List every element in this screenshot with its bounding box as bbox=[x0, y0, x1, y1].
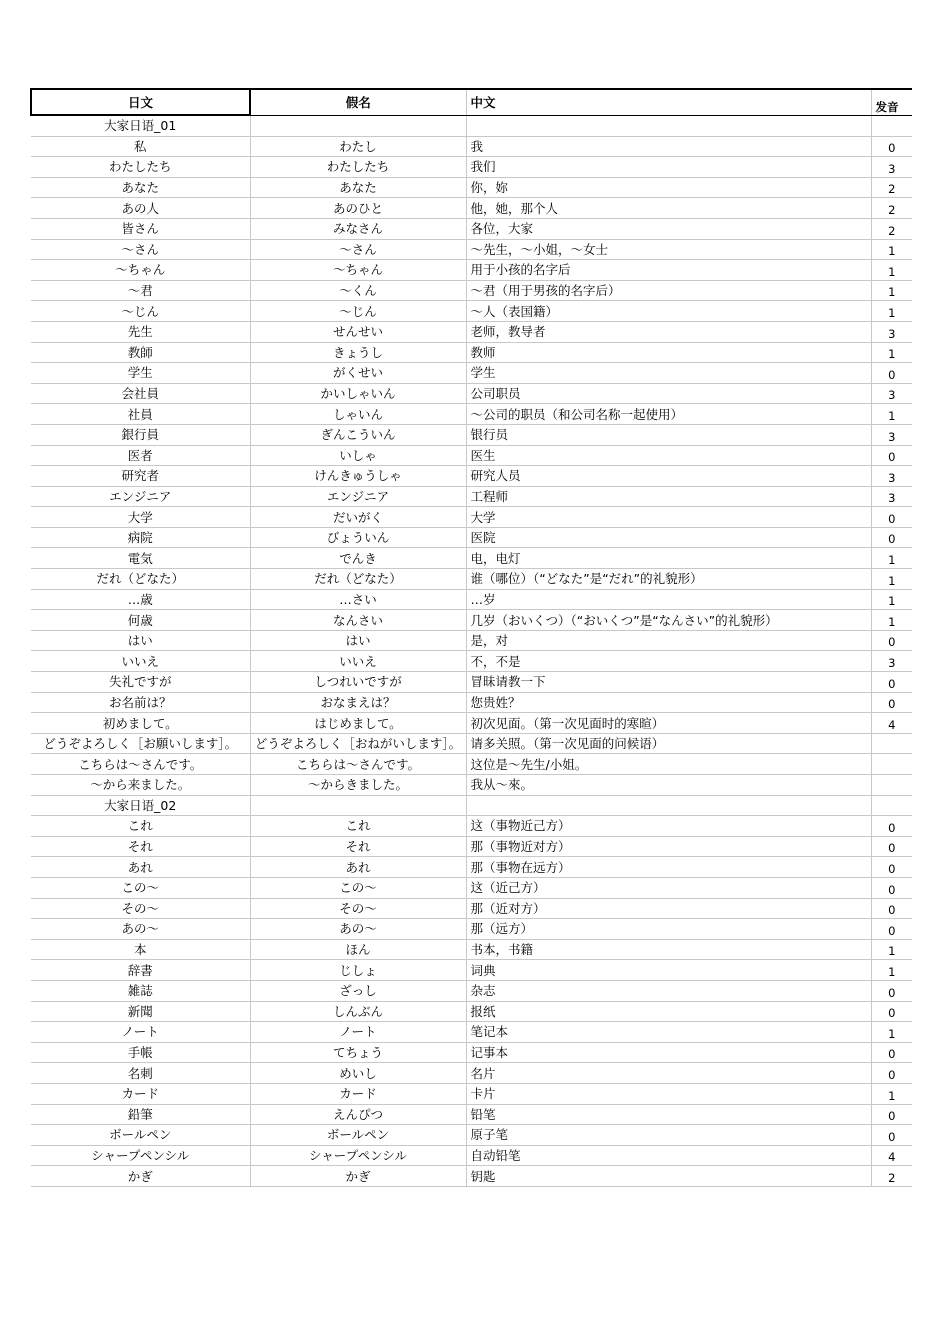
chinese-cell: 电，电灯 bbox=[466, 548, 871, 569]
chinese-cell: 书本，书籍 bbox=[466, 939, 871, 960]
japanese-cell: ～から来ました。 bbox=[31, 775, 250, 796]
chinese-cell: …岁 bbox=[466, 589, 871, 610]
chinese-cell: ～先生，～小姐，～女士 bbox=[466, 239, 871, 260]
pronunciation-cell: 3 bbox=[871, 157, 912, 178]
japanese-cell: 本 bbox=[31, 939, 250, 960]
pronunciation-cell: 2 bbox=[871, 218, 912, 239]
kana-cell: こちらは～さんです。 bbox=[250, 754, 466, 775]
kana-cell: わたしたち bbox=[250, 157, 466, 178]
table-row bbox=[31, 1063, 912, 1084]
japanese-cell: 大学 bbox=[31, 507, 250, 528]
chinese-cell: 那（远方） bbox=[466, 919, 871, 940]
chinese-cell: 笔记本 bbox=[466, 1022, 871, 1043]
kana-cell: みなさん bbox=[250, 218, 466, 239]
pronunciation-cell: 0 bbox=[871, 1063, 912, 1084]
kana-cell: だいがく bbox=[250, 507, 466, 528]
chinese-cell: 铅笔 bbox=[466, 1104, 871, 1125]
chinese-cell: 初次见面。（第一次见面时的寒暄） bbox=[466, 713, 871, 734]
table-row bbox=[31, 610, 912, 631]
chinese-cell: 是，对 bbox=[466, 630, 871, 651]
pronunciation-cell bbox=[871, 115, 912, 136]
header-kana: 假名 bbox=[250, 89, 466, 115]
japanese-cell: ボールペン bbox=[31, 1125, 250, 1146]
chinese-cell: 那（事物在远方） bbox=[466, 857, 871, 878]
chinese-cell: 冒昧请教一下 bbox=[466, 672, 871, 693]
chinese-cell: 医院 bbox=[466, 527, 871, 548]
japanese-cell: 医者 bbox=[31, 445, 250, 466]
pronunciation-cell: 0 bbox=[871, 1104, 912, 1125]
kana-cell: しつれいですが bbox=[250, 672, 466, 693]
chinese-cell: 卡片 bbox=[466, 1083, 871, 1104]
table-row bbox=[31, 857, 912, 878]
kana-cell: ノート bbox=[250, 1022, 466, 1043]
japanese-cell: どうぞよろしく［お願いします］。 bbox=[31, 733, 250, 754]
table-row bbox=[31, 527, 912, 548]
pronunciation-cell: 1 bbox=[871, 589, 912, 610]
pronunciation-cell bbox=[871, 733, 912, 754]
japanese-cell: はい bbox=[31, 630, 250, 651]
pronunciation-cell: 0 bbox=[871, 527, 912, 548]
table-row bbox=[31, 424, 912, 445]
header-japanese: 日文 bbox=[31, 89, 250, 115]
table-row bbox=[31, 301, 912, 322]
chinese-cell: 学生 bbox=[466, 363, 871, 384]
kana-cell: シャープペンシル bbox=[250, 1145, 466, 1166]
japanese-cell: だれ（どなた） bbox=[31, 569, 250, 590]
japanese-cell: ノート bbox=[31, 1022, 250, 1043]
japanese-cell: 大家日语_01 bbox=[31, 115, 250, 136]
pronunciation-cell: 0 bbox=[871, 857, 912, 878]
kana-cell: てちょう bbox=[250, 1042, 466, 1063]
chinese-cell: 医生 bbox=[466, 445, 871, 466]
table-row bbox=[31, 939, 912, 960]
table-row bbox=[31, 877, 912, 898]
table-row bbox=[31, 486, 912, 507]
chinese-cell: 词典 bbox=[466, 960, 871, 981]
japanese-cell: 先生 bbox=[31, 321, 250, 342]
pronunciation-cell: 1 bbox=[871, 280, 912, 301]
chinese-cell bbox=[466, 115, 871, 136]
table-row bbox=[31, 548, 912, 569]
table-row bbox=[31, 363, 912, 384]
chinese-cell: 您贵姓？ bbox=[466, 692, 871, 713]
japanese-cell: …歳 bbox=[31, 589, 250, 610]
chinese-cell: 银行员 bbox=[466, 424, 871, 445]
japanese-cell: 研究者 bbox=[31, 466, 250, 487]
pronunciation-cell: 1 bbox=[871, 960, 912, 981]
table-row bbox=[31, 260, 912, 281]
table-row bbox=[31, 692, 912, 713]
table-row bbox=[31, 569, 912, 590]
kana-cell: だれ（どなた） bbox=[250, 569, 466, 590]
kana-cell: ～からきました。 bbox=[250, 775, 466, 796]
japanese-cell: この～ bbox=[31, 877, 250, 898]
kana-cell: えんぴつ bbox=[250, 1104, 466, 1125]
chinese-cell: 工程师 bbox=[466, 486, 871, 507]
table-row bbox=[31, 713, 912, 734]
chinese-cell: 那（近对方） bbox=[466, 898, 871, 919]
table-row bbox=[31, 239, 912, 260]
table-row bbox=[31, 816, 912, 837]
chinese-cell bbox=[466, 795, 871, 816]
chinese-cell: ～公司的职员（和公司名称一起使用） bbox=[466, 404, 871, 425]
kana-cell: めいし bbox=[250, 1063, 466, 1084]
japanese-cell: ～じん bbox=[31, 301, 250, 322]
section-row bbox=[31, 795, 912, 816]
kana-cell: かぎ bbox=[250, 1166, 466, 1187]
japanese-cell: 学生 bbox=[31, 363, 250, 384]
chinese-cell: 那（事物近对方） bbox=[466, 836, 871, 857]
header-chinese: 中文 bbox=[466, 89, 871, 115]
pronunciation-cell: 0 bbox=[871, 836, 912, 857]
pronunciation-cell: 1 bbox=[871, 404, 912, 425]
japanese-cell: あの～ bbox=[31, 919, 250, 940]
pronunciation-cell: 1 bbox=[871, 548, 912, 569]
chinese-cell: 教师 bbox=[466, 342, 871, 363]
pronunciation-cell: 0 bbox=[871, 507, 912, 528]
table-row bbox=[31, 157, 912, 178]
pronunciation-cell: 0 bbox=[871, 877, 912, 898]
kana-cell: あれ bbox=[250, 857, 466, 878]
japanese-cell: 皆さん bbox=[31, 218, 250, 239]
header-row bbox=[31, 89, 912, 115]
kana-cell: あのひと bbox=[250, 198, 466, 219]
chinese-cell: 老师，教导者 bbox=[466, 321, 871, 342]
table-row bbox=[31, 754, 912, 775]
kana-cell: いしゃ bbox=[250, 445, 466, 466]
pronunciation-cell: 1 bbox=[871, 610, 912, 631]
chinese-cell: 杂志 bbox=[466, 980, 871, 1001]
chinese-cell: 我 bbox=[466, 136, 871, 157]
japanese-cell: ～さん bbox=[31, 239, 250, 260]
kana-cell: わたし bbox=[250, 136, 466, 157]
pronunciation-cell: 2 bbox=[871, 1166, 912, 1187]
kana-cell: あなた bbox=[250, 177, 466, 198]
table-row bbox=[31, 898, 912, 919]
table-row bbox=[31, 960, 912, 981]
kana-cell: これ bbox=[250, 816, 466, 837]
kana-cell: この～ bbox=[250, 877, 466, 898]
chinese-cell: ～君（用于男孩的名字后） bbox=[466, 280, 871, 301]
chinese-cell: 公司职员 bbox=[466, 383, 871, 404]
chinese-cell: 钥匙 bbox=[466, 1166, 871, 1187]
japanese-cell: シャープペンシル bbox=[31, 1145, 250, 1166]
japanese-cell: 雑誌 bbox=[31, 980, 250, 1001]
pronunciation-cell: 0 bbox=[871, 672, 912, 693]
pronunciation-cell bbox=[871, 775, 912, 796]
pronunciation-cell: 3 bbox=[871, 466, 912, 487]
japanese-cell: 大家日语_02 bbox=[31, 795, 250, 816]
kana-cell: カード bbox=[250, 1083, 466, 1104]
kana-cell: じしょ bbox=[250, 960, 466, 981]
pronunciation-cell bbox=[871, 754, 912, 775]
table-row bbox=[31, 1104, 912, 1125]
japanese-cell: 新聞 bbox=[31, 1001, 250, 1022]
chinese-cell: 报纸 bbox=[466, 1001, 871, 1022]
japanese-cell: 病院 bbox=[31, 527, 250, 548]
table-row bbox=[31, 280, 912, 301]
pronunciation-cell: 4 bbox=[871, 1145, 912, 1166]
kana-cell: おなまえは？ bbox=[250, 692, 466, 713]
japanese-cell: ～ちゃん bbox=[31, 260, 250, 281]
chinese-cell: 大学 bbox=[466, 507, 871, 528]
japanese-cell: わたしたち bbox=[31, 157, 250, 178]
kana-cell: がくせい bbox=[250, 363, 466, 384]
table-row bbox=[31, 1042, 912, 1063]
japanese-cell: 手帳 bbox=[31, 1042, 250, 1063]
pronunciation-cell: 0 bbox=[871, 919, 912, 940]
pronunciation-cell: 0 bbox=[871, 816, 912, 837]
kana-cell: ～じん bbox=[250, 301, 466, 322]
kana-cell: エンジニア bbox=[250, 486, 466, 507]
pronunciation-cell: 1 bbox=[871, 569, 912, 590]
chinese-cell: 我们 bbox=[466, 157, 871, 178]
pronunciation-cell: 0 bbox=[871, 1125, 912, 1146]
chinese-cell: 用于小孩的名字后 bbox=[466, 260, 871, 281]
table-row bbox=[31, 404, 912, 425]
pronunciation-cell: 1 bbox=[871, 342, 912, 363]
japanese-cell: 銀行員 bbox=[31, 424, 250, 445]
kana-cell: なんさい bbox=[250, 610, 466, 631]
table-row bbox=[31, 1001, 912, 1022]
pronunciation-cell: 0 bbox=[871, 363, 912, 384]
japanese-cell: 何歳 bbox=[31, 610, 250, 631]
pronunciation-cell: 3 bbox=[871, 383, 912, 404]
japanese-cell: あの人 bbox=[31, 198, 250, 219]
japanese-cell: あれ bbox=[31, 857, 250, 878]
japanese-cell: お名前は？ bbox=[31, 692, 250, 713]
pronunciation-cell: 0 bbox=[871, 136, 912, 157]
chinese-cell: 你，妳 bbox=[466, 177, 871, 198]
japanese-cell: それ bbox=[31, 836, 250, 857]
table-row bbox=[31, 445, 912, 466]
kana-cell: いいえ bbox=[250, 651, 466, 672]
pronunciation-cell: 2 bbox=[871, 177, 912, 198]
chinese-cell: 原子笔 bbox=[466, 1125, 871, 1146]
table-row bbox=[31, 1022, 912, 1043]
kana-cell: けんきゅうしゃ bbox=[250, 466, 466, 487]
table-row bbox=[31, 775, 912, 796]
chinese-cell: 他，她，那个人 bbox=[466, 198, 871, 219]
pronunciation-cell: 0 bbox=[871, 1042, 912, 1063]
kana-cell: はい bbox=[250, 630, 466, 651]
header-pronunciation: 发音 bbox=[871, 89, 912, 115]
pronunciation-cell: 1 bbox=[871, 260, 912, 281]
chinese-cell: 这（近己方） bbox=[466, 877, 871, 898]
chinese-cell: 这（事物近己方） bbox=[466, 816, 871, 837]
table-row bbox=[31, 630, 912, 651]
japanese-cell: 辞書 bbox=[31, 960, 250, 981]
kana-cell: その～ bbox=[250, 898, 466, 919]
japanese-cell: エンジニア bbox=[31, 486, 250, 507]
kana-cell: ～くん bbox=[250, 280, 466, 301]
kana-cell: あの～ bbox=[250, 919, 466, 940]
pronunciation-cell: 1 bbox=[871, 939, 912, 960]
table-row bbox=[31, 836, 912, 857]
pronunciation-cell: 0 bbox=[871, 1001, 912, 1022]
pronunciation-cell: 1 bbox=[871, 239, 912, 260]
kana-cell: ほん bbox=[250, 939, 466, 960]
table-row bbox=[31, 177, 912, 198]
japanese-cell: いいえ bbox=[31, 651, 250, 672]
kana-cell: それ bbox=[250, 836, 466, 857]
japanese-cell: 私 bbox=[31, 136, 250, 157]
table-row bbox=[31, 218, 912, 239]
pronunciation-cell: 1 bbox=[871, 301, 912, 322]
kana-cell: ～さん bbox=[250, 239, 466, 260]
japanese-cell: 電気 bbox=[31, 548, 250, 569]
japanese-cell: 鉛筆 bbox=[31, 1104, 250, 1125]
pronunciation-cell: 0 bbox=[871, 980, 912, 1001]
pronunciation-cell: 2 bbox=[871, 198, 912, 219]
japanese-cell: その～ bbox=[31, 898, 250, 919]
vocabulary-rows bbox=[31, 115, 912, 1186]
japanese-cell: 会社員 bbox=[31, 383, 250, 404]
table-row bbox=[31, 1145, 912, 1166]
chinese-cell: 研究人员 bbox=[466, 466, 871, 487]
chinese-cell: 几岁（おいくつ）（“おいくつ”是“なんさい”的礼貌形） bbox=[466, 610, 871, 631]
chinese-cell: 各位，大家 bbox=[466, 218, 871, 239]
vocabulary-table bbox=[30, 88, 912, 1187]
chinese-cell: ～人（表国籍） bbox=[466, 301, 871, 322]
kana-cell: びょういん bbox=[250, 527, 466, 548]
kana-cell: どうぞよろしく［おねがいします］。 bbox=[250, 733, 466, 754]
chinese-cell: 谁（哪位）（“どなた”是“だれ”的礼貌形） bbox=[466, 569, 871, 590]
kana-cell: しゃいん bbox=[250, 404, 466, 425]
japanese-cell: これ bbox=[31, 816, 250, 837]
kana-cell: ざっし bbox=[250, 980, 466, 1001]
japanese-cell: 名刺 bbox=[31, 1063, 250, 1084]
kana-cell bbox=[250, 795, 466, 816]
chinese-cell: 请多关照。（第一次见面的问候语） bbox=[466, 733, 871, 754]
chinese-cell: 自动铅笔 bbox=[466, 1145, 871, 1166]
table-row bbox=[31, 342, 912, 363]
pronunciation-cell: 0 bbox=[871, 692, 912, 713]
kana-cell: …さい bbox=[250, 589, 466, 610]
japanese-cell: ～君 bbox=[31, 280, 250, 301]
table-row bbox=[31, 1166, 912, 1187]
pronunciation-cell: 3 bbox=[871, 486, 912, 507]
table-row bbox=[31, 589, 912, 610]
kana-cell: ～ちゃん bbox=[250, 260, 466, 281]
japanese-cell: あなた bbox=[31, 177, 250, 198]
kana-cell: せんせい bbox=[250, 321, 466, 342]
pronunciation-cell: 0 bbox=[871, 445, 912, 466]
table-row bbox=[31, 1125, 912, 1146]
kana-cell: ぎんこういん bbox=[250, 424, 466, 445]
kana-cell: ボールペン bbox=[250, 1125, 466, 1146]
kana-cell: しんぶん bbox=[250, 1001, 466, 1022]
pronunciation-cell: 0 bbox=[871, 898, 912, 919]
table-row bbox=[31, 466, 912, 487]
table-row bbox=[31, 1083, 912, 1104]
japanese-cell: カード bbox=[31, 1083, 250, 1104]
japanese-cell: こちらは～さんです。 bbox=[31, 754, 250, 775]
table-row bbox=[31, 198, 912, 219]
chinese-cell: 我从～來。 bbox=[466, 775, 871, 796]
kana-cell: きょうし bbox=[250, 342, 466, 363]
pronunciation-cell bbox=[871, 795, 912, 816]
table-row bbox=[31, 383, 912, 404]
kana-cell: でんき bbox=[250, 548, 466, 569]
pronunciation-cell: 0 bbox=[871, 630, 912, 651]
japanese-cell: 教師 bbox=[31, 342, 250, 363]
chinese-cell: 记事本 bbox=[466, 1042, 871, 1063]
table-row bbox=[31, 672, 912, 693]
table-row bbox=[31, 321, 912, 342]
chinese-cell: 不，不是 bbox=[466, 651, 871, 672]
pronunciation-cell: 3 bbox=[871, 321, 912, 342]
table-row bbox=[31, 651, 912, 672]
table-row bbox=[31, 733, 912, 754]
table-row bbox=[31, 919, 912, 940]
section-row bbox=[31, 115, 912, 136]
table-row bbox=[31, 136, 912, 157]
pronunciation-cell: 1 bbox=[871, 1083, 912, 1104]
japanese-cell: 初めまして。 bbox=[31, 713, 250, 734]
table-row bbox=[31, 980, 912, 1001]
pronunciation-cell: 3 bbox=[871, 424, 912, 445]
japanese-cell: かぎ bbox=[31, 1166, 250, 1187]
chinese-cell: 名片 bbox=[466, 1063, 871, 1084]
pronunciation-cell: 3 bbox=[871, 651, 912, 672]
kana-cell bbox=[250, 115, 466, 136]
table-row bbox=[31, 507, 912, 528]
pronunciation-cell: 4 bbox=[871, 713, 912, 734]
japanese-cell: 社員 bbox=[31, 404, 250, 425]
japanese-cell: 失礼ですが bbox=[31, 672, 250, 693]
pronunciation-cell: 1 bbox=[871, 1022, 912, 1043]
kana-cell: かいしゃいん bbox=[250, 383, 466, 404]
kana-cell: はじめまして。 bbox=[250, 713, 466, 734]
chinese-cell: 这位是～先生/小姐。 bbox=[466, 754, 871, 775]
